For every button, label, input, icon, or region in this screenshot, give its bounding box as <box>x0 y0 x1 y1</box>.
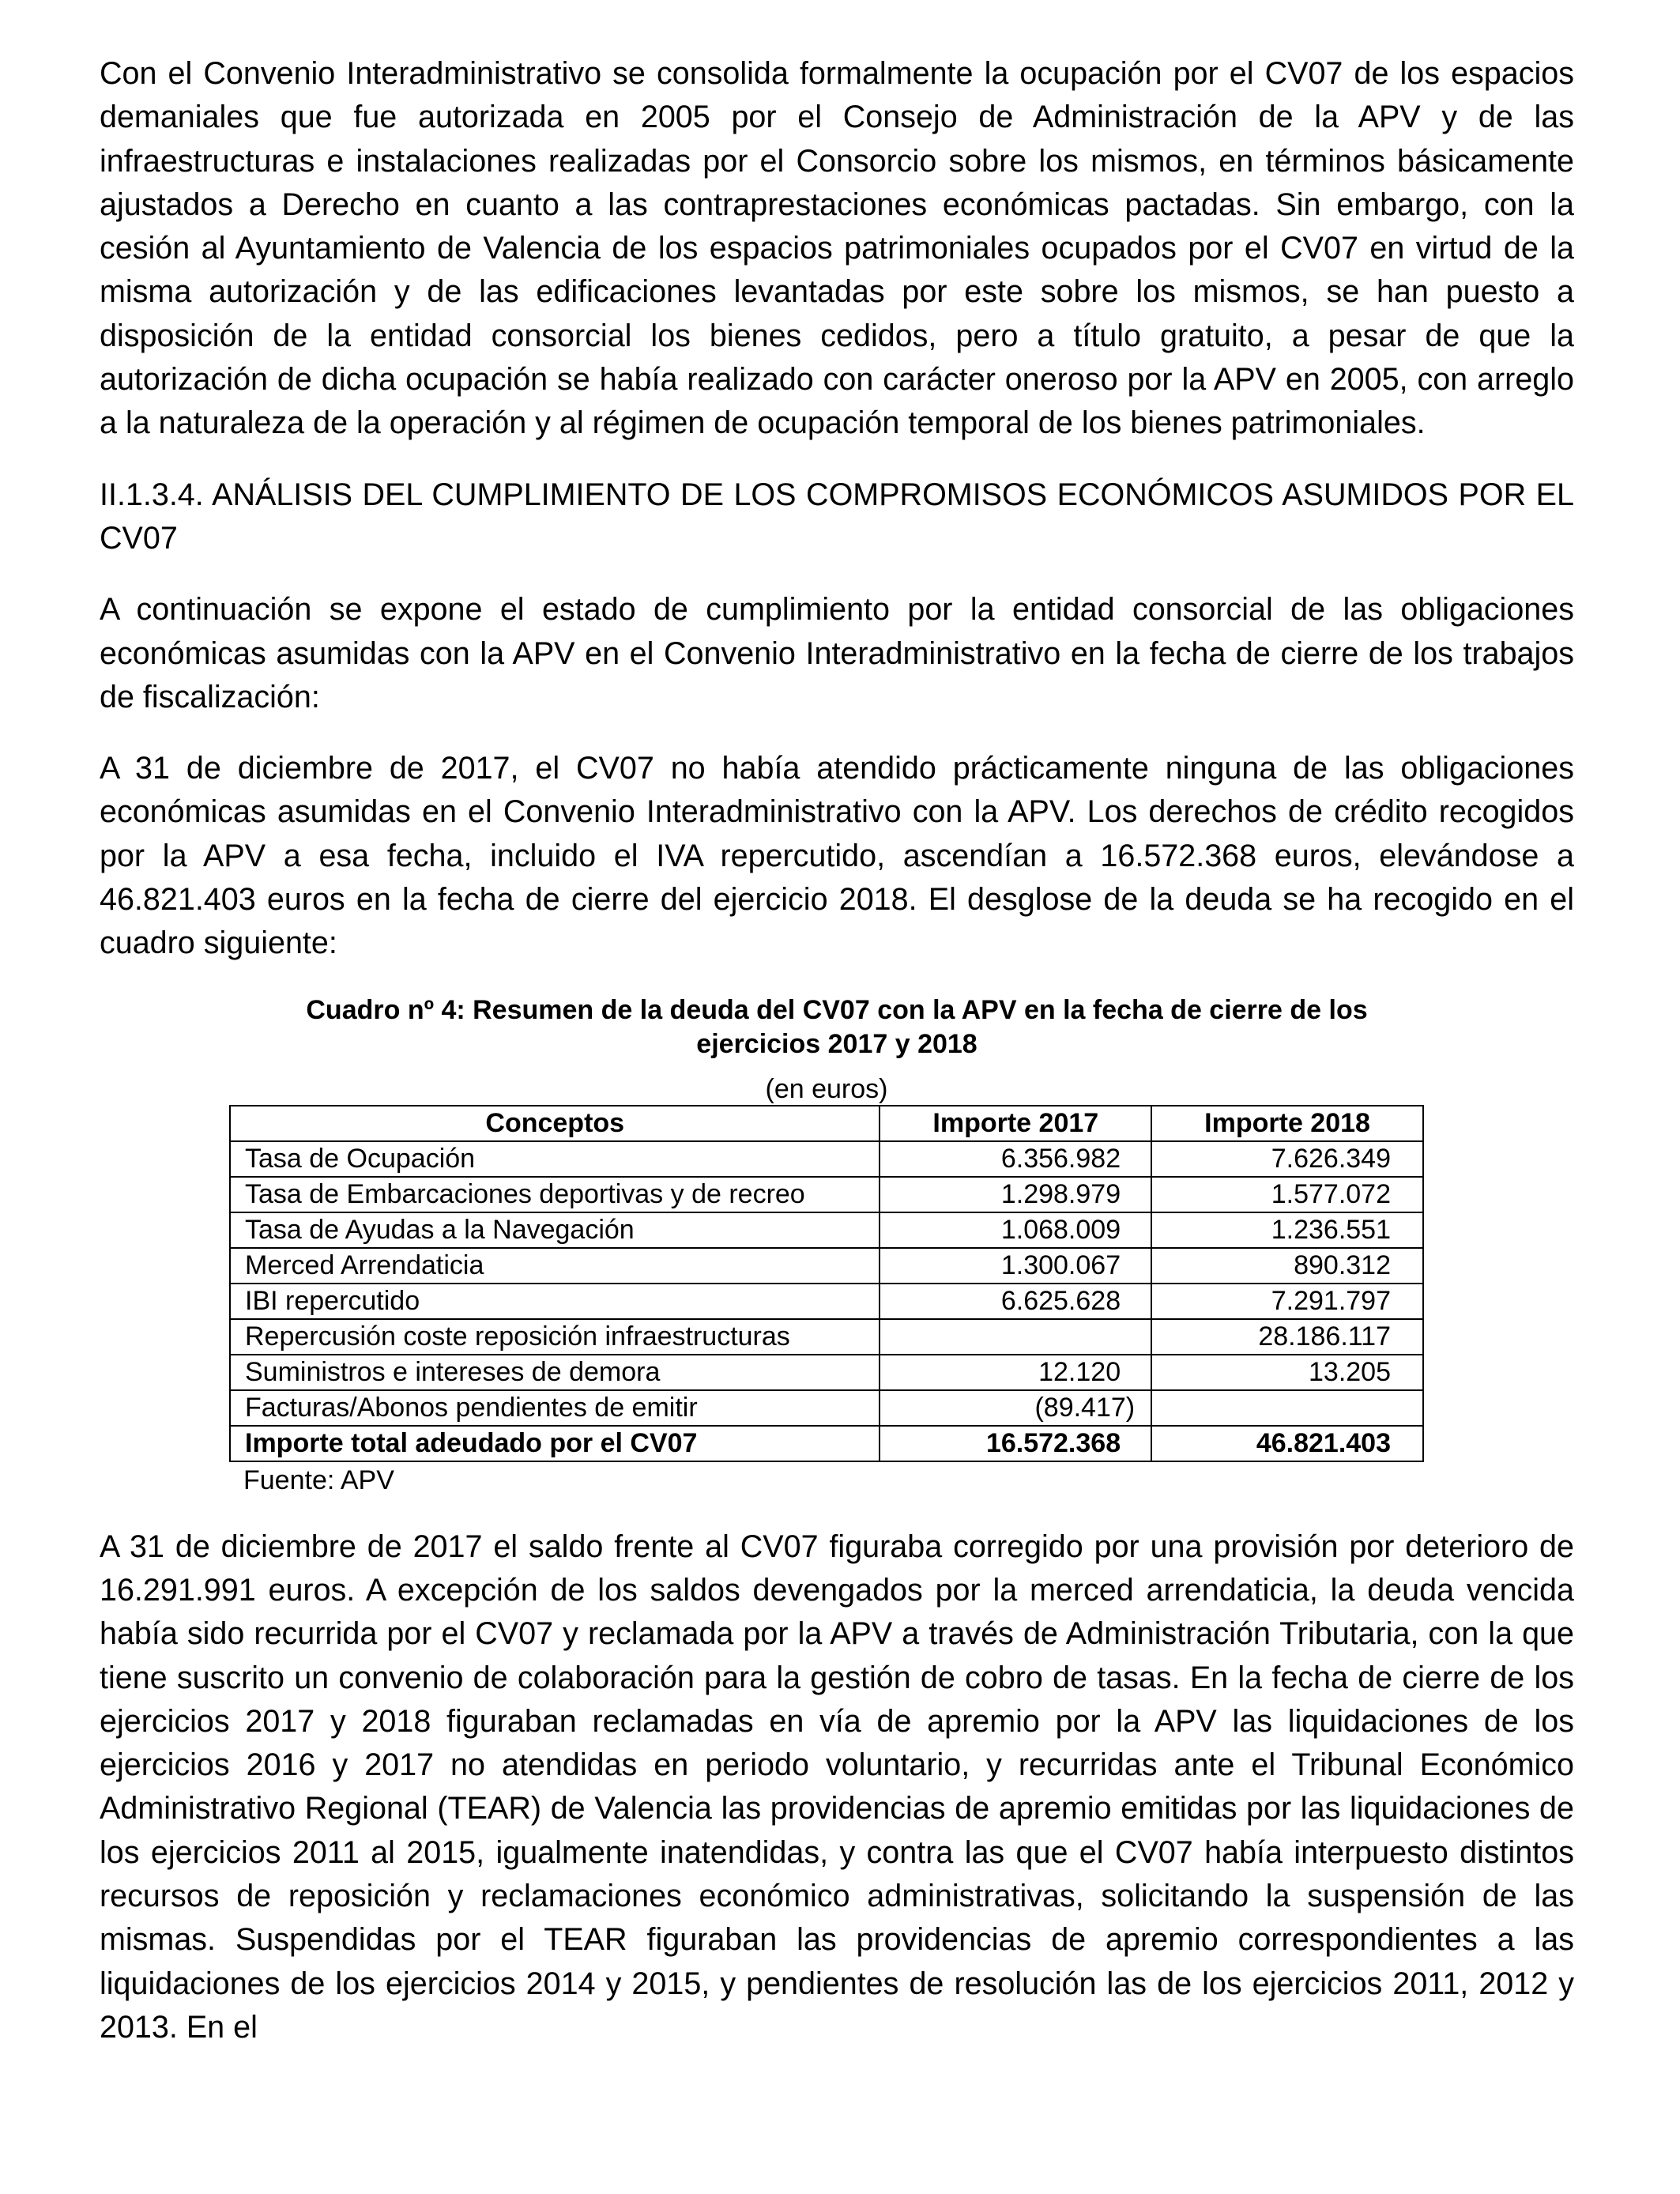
row-importe-2017: 1.300.067 <box>880 1248 1151 1284</box>
row-importe-2018: 28.186.117 <box>1151 1319 1423 1355</box>
document-page <box>100 52 1574 2077</box>
table-caption-line2: ejercicios 2017 y 2018 <box>696 1028 977 1059</box>
table-total-row <box>230 1426 1423 1461</box>
table-row <box>230 1212 1423 1248</box>
table-source: Fuente: APV <box>243 1465 394 1495</box>
row-concept: Repercusión coste reposición infraestructuras <box>230 1319 880 1355</box>
table-row <box>230 1177 1423 1212</box>
paragraph-debt-summary: A 31 de diciembre de 2017, el CV07 no había atendido prácticamente ninguna de las obligaciones económicas asumidas en el Convenio Interadministrativo con la APV. Los derechos de crédito recogidos por la APV a esa fecha, incluido el IVA repercutido, ascendían a 16.572.368 euros, elevándose a 46.821.403 euros en la fecha de cierre del ejercicio 2018. El desglose de la deuda se ha recogido en el cuadro siguiente: <box>100 751 1574 961</box>
row-importe-2017: 1.298.979 <box>880 1177 1151 1212</box>
row-importe-2017: 1.068.009 <box>880 1212 1151 1248</box>
total-importe-2017: 16.572.368 <box>880 1426 1151 1461</box>
table-row <box>230 1319 1423 1355</box>
row-importe-2017: (89.417) <box>880 1390 1151 1426</box>
row-concept: Tasa de Embarcaciones deportivas y de recreo <box>230 1177 880 1212</box>
row-importe-2017: 12.120 <box>880 1355 1151 1390</box>
row-importe-2018: 890.312 <box>1151 1248 1423 1284</box>
row-importe-2018: 7.626.349 <box>1151 1141 1423 1177</box>
row-importe-2017: 6.356.982 <box>880 1141 1151 1177</box>
row-concept: Merced Arrendaticia <box>230 1248 880 1284</box>
row-importe-2018: 13.205 <box>1151 1355 1423 1390</box>
row-importe-2018: 1.236.551 <box>1151 1212 1423 1248</box>
row-concept: Suministros e intereses de demora <box>230 1355 880 1390</box>
table-row <box>230 1284 1423 1319</box>
header-importe-2017: Importe 2017 <box>880 1106 1151 1141</box>
paragraph-provision: A 31 de diciembre de 2017 el saldo frente al CV07 figuraba corregido por una provisión por deterioro de 16.291.991 euros. A excepción de los saldos devengados por la merced arrendaticia, la deuda vencida había sido recurrida por el CV07 y reclamada por la APV a través de Administración Tributaria, con la que tiene suscrito un convenio de colaboración para la gestión de cobro de tasas. En la fecha de cierre de los ejercicios 2017 y 2018 figuraban reclamadas en vía de apremio por la APV las liquidaciones de los ejercicios 2016 y 2017 no atendidas en periodo voluntario, y recurridas ante el Tribunal Económico Administrativo Regional (TEAR) de Valencia las providencias de apremio emitidas por las liquidaciones de los ejercicios 2011 al 2015, igualmente inatendidas, y contra las que el CV07 había interpuesto distintos recursos de reposición y reclamaciones económico administrativas, solicitando la suspensión de las mismas. Suspendidas por el TEAR figuraban las providencias de apremio correspondientes a las liquidaciones de los ejercicios 2014 y 2015, y pendientes de resolución las de los ejercicios 2011, 2012 y 2013. En el <box>100 1529 1574 2045</box>
row-concept: Tasa de Ocupación <box>230 1141 880 1177</box>
row-importe-2017: 6.625.628 <box>880 1284 1151 1319</box>
header-concepts: Conceptos <box>230 1106 880 1141</box>
table-caption-line1: Cuadro nº 4: Resumen de la deuda del CV07 con la APV en la fecha de cierre de los <box>306 994 1368 1025</box>
table-row <box>230 1141 1423 1177</box>
row-concept: Tasa de Ayudas a la Navegación <box>230 1212 880 1248</box>
table-row <box>230 1248 1423 1284</box>
paragraph-intro: A continuación se expone el estado de cumplimiento por la entidad consorcial de las obligaciones económicas asumidas con la APV en el Convenio Interadministrativo en la fecha de cierre de los trabajos de fiscalización: <box>100 592 1574 714</box>
debt-table <box>229 1105 1424 1462</box>
total-importe-2018: 46.821.403 <box>1151 1426 1423 1461</box>
row-importe-2018: 1.577.072 <box>1151 1177 1423 1212</box>
table-header-row <box>230 1106 1423 1141</box>
table-caption <box>100 993 1574 1061</box>
table-row <box>230 1390 1423 1426</box>
total-concept: Importe total adeudado por el CV07 <box>230 1426 880 1461</box>
row-importe-2018: 7.291.797 <box>1151 1284 1423 1319</box>
section-heading: II.1.3.4. ANÁLISIS DEL CUMPLIMIENTO DE LOS COMPROMISOS ECONÓMICOS ASUMIDOS POR EL CV07 <box>100 477 1574 556</box>
header-importe-2018: Importe 2018 <box>1151 1106 1423 1141</box>
row-importe-2018 <box>1151 1390 1423 1426</box>
row-importe-2017 <box>880 1319 1151 1355</box>
paragraph-convenio: Con el Convenio Interadministrativo se consolida formalmente la ocupación por el CV07 de los espacios demaniales que fue autorizada en 2005 por el Consejo de Administración de la APV y de las infraestructuras e instalaciones realizadas por el Consorcio sobre los mismos, en términos básicamente ajustados a Derecho en cuanto a las contraprestaciones económicas pactadas. Sin embargo, con la cesión al Ayuntamiento de Valencia de los espacios patrimoniales ocupados por el CV07 en virtud de la misma autorización y de las edificaciones levantadas por este sobre los mismos, se han puesto a disposición de la entidad consorcial los bienes cedidos, pero a título gratuito, a pesar de que la autorización de dicha ocupación se había realizado con carácter oneroso por la APV en 2005, con arreglo a la naturaleza de la operación y al régimen de ocupación temporal de los bienes patrimoniales. <box>100 56 1574 441</box>
table-row <box>230 1355 1423 1390</box>
table-units: (en euros) <box>765 1073 888 1104</box>
debt-table-section <box>100 993 1574 1498</box>
row-concept: IBI repercutido <box>230 1284 880 1319</box>
row-concept: Facturas/Abonos pendientes de emitir <box>230 1390 880 1426</box>
